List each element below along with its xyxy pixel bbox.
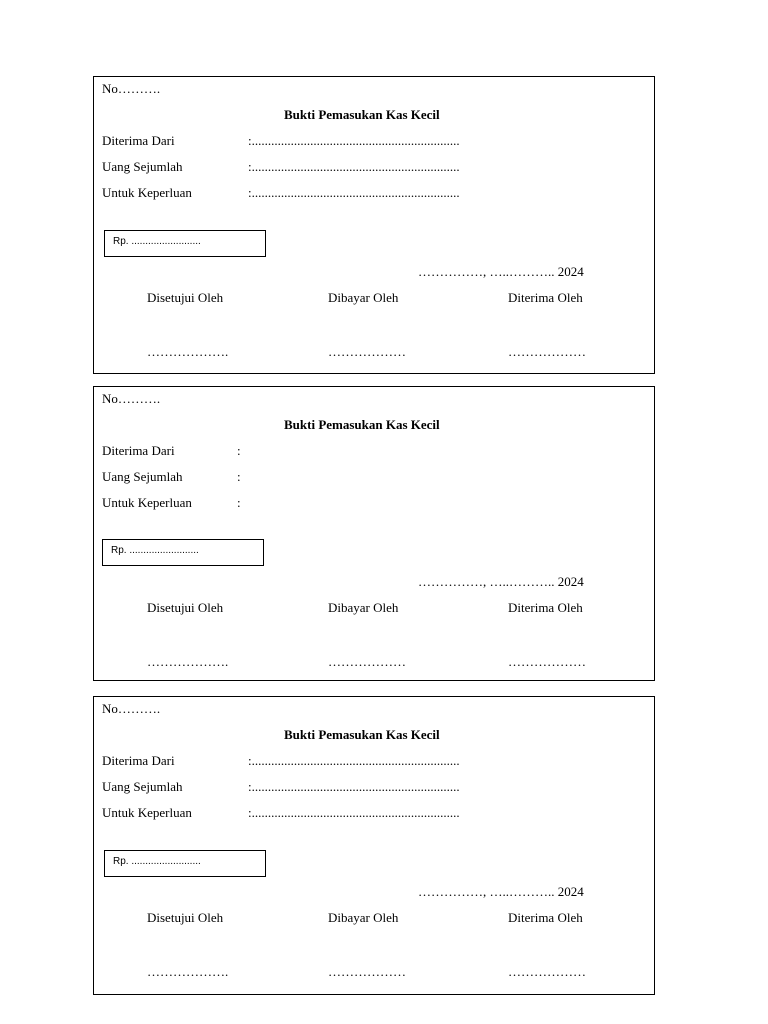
field-label-received-from: Diterima Dari xyxy=(102,133,175,148)
signature-label-paid: Dibayar Oleh xyxy=(328,910,399,925)
receipt-number: No………. xyxy=(102,701,161,716)
signature-line-received: ……………… xyxy=(508,654,586,669)
signature-label-approved: Disetujui Oleh xyxy=(147,600,224,615)
field-label-received-from: Diterima Dari xyxy=(102,753,175,768)
field-value-purpose: : xyxy=(237,495,241,510)
receipt-form xyxy=(93,386,655,681)
signature-line-received: ……………… xyxy=(508,344,586,359)
receipt-title: Bukti Pemasukan Kas Kecil xyxy=(284,107,440,122)
date-line: ……………, …..……….. 2024 xyxy=(418,884,584,899)
receipt-title: Bukti Pemasukan Kas Kecil xyxy=(284,727,440,742)
field-value-purpose: :................................................................ xyxy=(248,805,460,820)
signature-line-paid: ……………… xyxy=(328,344,406,359)
receipt-number: No………. xyxy=(102,81,161,96)
field-label-amount-words: Uang Sejumlah xyxy=(102,159,183,174)
field-value-amount-words: :................................................................ xyxy=(248,779,460,794)
receipt-form xyxy=(93,696,655,995)
amount-text: Rp. ......................... xyxy=(111,545,199,556)
signature-line-paid: ……………… xyxy=(328,654,406,669)
field-label-purpose: Untuk Keperluan xyxy=(102,495,192,510)
amount-text: Rp. ......................... xyxy=(113,856,201,867)
signature-label-paid: Dibayar Oleh xyxy=(328,290,399,305)
date-line: ……………, …..……….. 2024 xyxy=(418,264,584,279)
amount-box xyxy=(104,230,266,257)
signature-line-approved: ………………. xyxy=(147,654,229,669)
date-line: ……………, …..……….. 2024 xyxy=(418,574,584,589)
field-label-received-from: Diterima Dari xyxy=(102,443,175,458)
field-label-purpose: Untuk Keperluan xyxy=(102,185,192,200)
signature-line-paid: ……………… xyxy=(328,964,406,979)
signature-label-approved: Disetujui Oleh xyxy=(147,290,224,305)
field-value-purpose: :................................................................ xyxy=(248,185,460,200)
signature-line-approved: ………………. xyxy=(147,344,229,359)
signature-line-approved: ………………. xyxy=(147,964,229,979)
signature-line-received: ……………… xyxy=(508,964,586,979)
field-value-received-from: :................................................................ xyxy=(248,133,460,148)
signature-label-received: Diterima Oleh xyxy=(508,910,583,925)
signature-label-received: Diterima Oleh xyxy=(508,600,583,615)
field-value-amount-words: : xyxy=(237,469,241,484)
amount-box xyxy=(104,850,266,877)
signature-label-approved: Disetujui Oleh xyxy=(147,910,224,925)
amount-box xyxy=(102,539,264,566)
field-value-received-from: : xyxy=(237,443,241,458)
amount-text: Rp. ......................... xyxy=(113,236,201,247)
field-label-purpose: Untuk Keperluan xyxy=(102,805,192,820)
receipt-title: Bukti Pemasukan Kas Kecil xyxy=(284,417,440,432)
field-label-amount-words: Uang Sejumlah xyxy=(102,469,183,484)
field-value-received-from: :................................................................ xyxy=(248,753,460,768)
signature-label-paid: Dibayar Oleh xyxy=(328,600,399,615)
receipt-form xyxy=(93,76,655,374)
field-value-amount-words: :................................................................ xyxy=(248,159,460,174)
signature-label-received: Diterima Oleh xyxy=(508,290,583,305)
receipt-number: No………. xyxy=(102,391,161,406)
field-label-amount-words: Uang Sejumlah xyxy=(102,779,183,794)
